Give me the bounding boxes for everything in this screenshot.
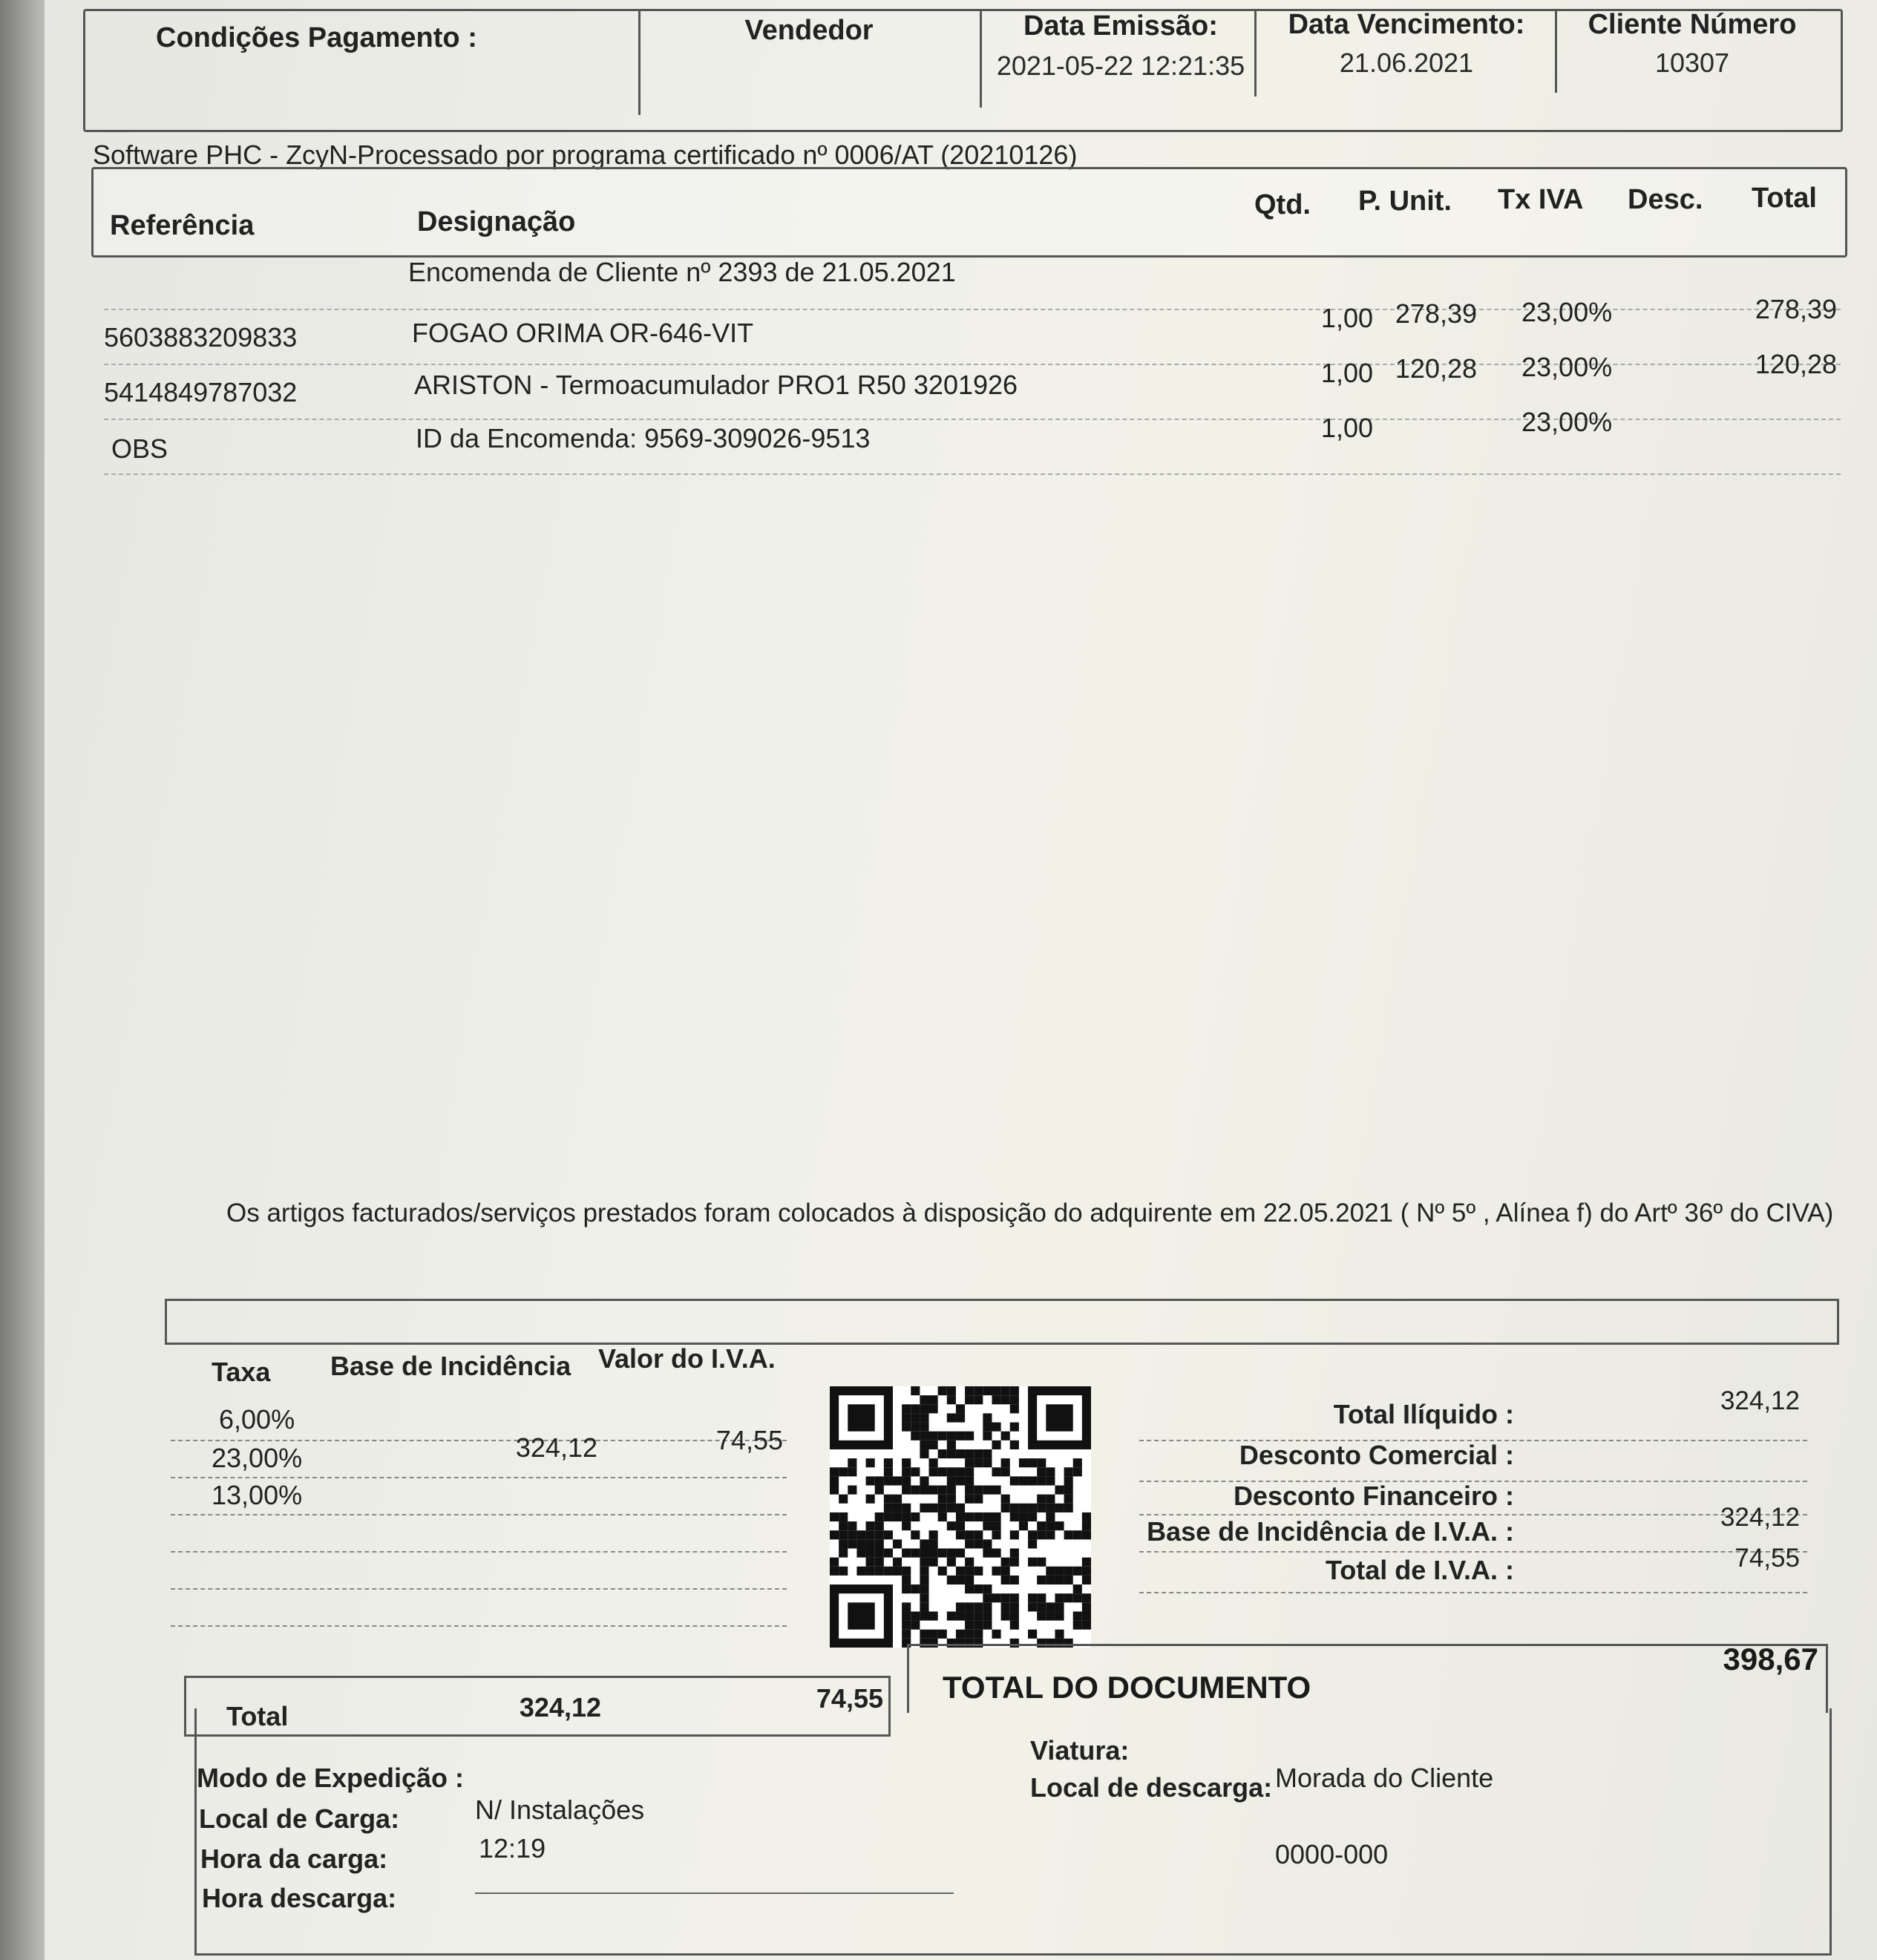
tax-head-base: Base de Incidência: [330, 1351, 571, 1381]
viatura-label: Viatura:: [1030, 1735, 1130, 1766]
qr-code-icon: [830, 1386, 1091, 1648]
civa-note: Os artigos facturados/serviços prestados foram colocados à disposição do adquirente em 22.05.2021 ( Nº 5º , Alínea f) do Artº 36º do CIVA): [226, 1199, 1834, 1228]
tax-total-valor: 74,55: [816, 1683, 883, 1714]
tax-rate: 6,00%: [219, 1404, 295, 1435]
row-reference: OBS: [111, 433, 168, 464]
desconto-comercial-label: Desconto Comercial :: [1239, 1440, 1514, 1470]
local-descarga-label: Local de descarga:: [1030, 1772, 1273, 1803]
tax-base: 324,12: [515, 1432, 597, 1463]
local-carga-label: Local de Carga:: [199, 1803, 400, 1834]
local-carga-value: N/ Instalações: [475, 1795, 645, 1825]
summary-header-bar: [165, 1299, 1839, 1345]
page-shadow: [0, 0, 45, 1960]
total-documento-value: 398,67: [1723, 1642, 1818, 1677]
tax-rate: 13,00%: [212, 1480, 303, 1510]
row-qtd: 1,00: [1320, 358, 1373, 388]
tax-row-line: [171, 1477, 787, 1478]
tax-row-line: [171, 1625, 787, 1627]
vendedor-label: Vendedor: [744, 15, 874, 46]
tax-rate: 23,00%: [212, 1443, 303, 1473]
tax-value: 74,55: [715, 1425, 783, 1455]
desconto-financeiro-label: Desconto Financeiro :: [1233, 1481, 1514, 1511]
row-reference: 5414849787032: [104, 377, 298, 407]
row-qtd: 1,00: [1320, 303, 1373, 333]
table-row: [104, 407, 1841, 475]
local-descarga-value: Morada do Cliente: [1275, 1763, 1494, 1793]
th-tx-iva: Tx IVA: [1498, 184, 1584, 215]
hora-carga-value: 12:19: [479, 1833, 546, 1864]
items-table-header: [91, 167, 1847, 258]
summary-line: [1139, 1592, 1807, 1593]
th-referencia: Referência: [110, 210, 255, 241]
row-designation: ARISTON - Termoacumulador PRO1 R50 3201926: [414, 370, 1018, 400]
software-certification: Software PHC - ZcyN-Processado por programa certificado nº 0006/AT (20210126): [93, 140, 1078, 170]
codigo-postal: 0000-000: [1275, 1839, 1389, 1869]
th-total: Total: [1752, 183, 1817, 214]
th-qtd: Qtd.: [1254, 189, 1311, 220]
row-qtd: 1,00: [1320, 413, 1373, 443]
row-designation: ID da Encomenda: 9569-309026-9513: [416, 423, 871, 453]
divider: [638, 11, 641, 115]
modo-expedicao-label: Modo de Expedição :: [197, 1763, 465, 1793]
row-unit-price: 120,28: [1395, 353, 1477, 384]
tax-row-line: [171, 1514, 787, 1515]
row-designation: FOGAO ORIMA OR-646-VIT: [412, 318, 754, 348]
base-incidencia-label: Base de Incidência de I.V.A. :: [1147, 1516, 1514, 1547]
data-emissao-value: 2021-05-22 12:21:35: [996, 50, 1245, 81]
th-designacao: Designação: [417, 206, 576, 237]
tax-row-line: [171, 1551, 787, 1553]
row-tax-rate: 23,00%: [1521, 297, 1613, 327]
row-tax-rate: 23,00%: [1521, 352, 1613, 382]
data-vencimento-label: Data Vencimento:: [1288, 9, 1525, 40]
cliente-numero-value: 10307: [1654, 47, 1730, 78]
row-total: 120,28: [1755, 349, 1837, 379]
tax-row-line: [171, 1588, 787, 1590]
hora-carga-label: Hora da carga:: [200, 1843, 388, 1874]
expedicao-box: [194, 1708, 1832, 1956]
hora-descarga-label: Hora descarga:: [202, 1883, 397, 1913]
hora-descarga-line: [475, 1892, 954, 1894]
row-tax-rate: 23,00%: [1521, 407, 1613, 437]
data-emissao-label: Data Emissão:: [1023, 10, 1218, 42]
th-p-unit: P. Unit.: [1358, 186, 1452, 217]
total-iliquido-label: Total Ilíquido :: [1333, 1399, 1514, 1429]
row-total: 278,39: [1755, 294, 1837, 324]
total-iva-label: Total de I.V.A. :: [1325, 1555, 1514, 1585]
th-desc: Desc.: [1628, 184, 1703, 215]
row-reference: 5603883209833: [104, 322, 298, 353]
data-vencimento-value: 21.06.2021: [1339, 47, 1474, 78]
row-unit-price: 278,39: [1395, 298, 1477, 329]
tax-head-valor: Valor do I.V.A.: [598, 1343, 776, 1374]
cliente-numero-label: Cliente Número: [1588, 9, 1797, 40]
total-iva-value: 74,55: [1734, 1544, 1800, 1573]
total-iliquido-value: 324,12: [1720, 1386, 1800, 1415]
tax-total-label: Total: [226, 1701, 289, 1731]
condicoes-pagamento-label: Condições Pagamento :: [156, 22, 477, 53]
total-documento-label: TOTAL DO DOCUMENTO: [943, 1670, 1311, 1705]
tax-total-base: 324,12: [519, 1692, 601, 1723]
tax-head-taxa: Taxa: [212, 1357, 271, 1387]
order-reference-line: Encomenda de Cliente nº 2393 de 21.05.2021: [408, 257, 956, 287]
base-incidencia-value: 324,12: [1720, 1503, 1800, 1532]
